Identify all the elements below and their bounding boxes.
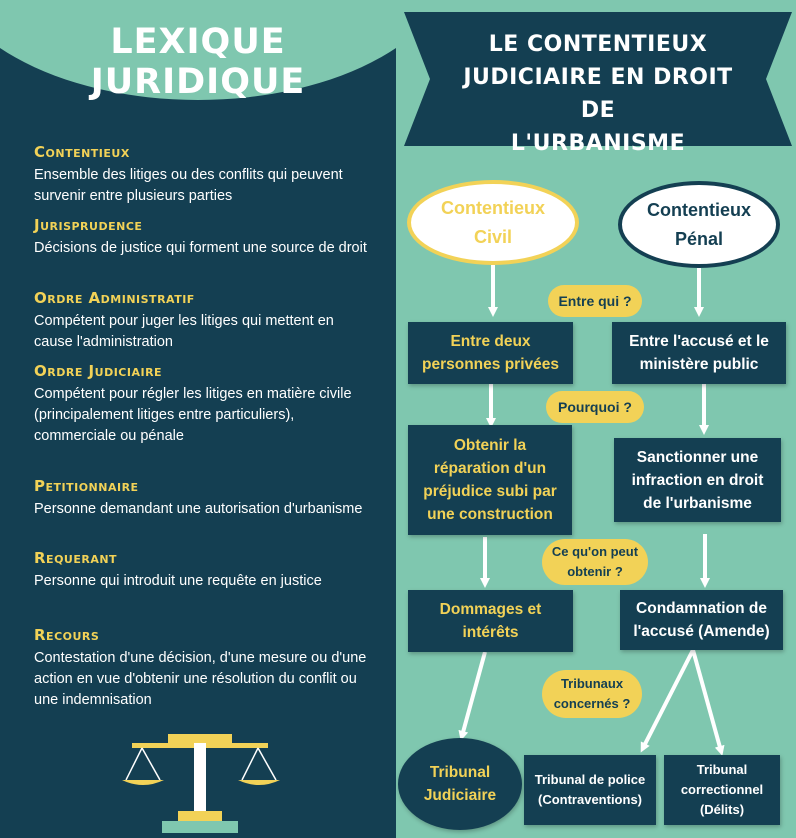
term-title: Ordre Administratif xyxy=(34,289,195,307)
term-title: Petitionnaire xyxy=(34,477,139,495)
tribunal-correctionnel-box: Tribunal correctionnel (Délits) xyxy=(664,755,780,825)
arrow-penal-result-to-police xyxy=(643,650,693,748)
penal-result-box: Condamnation de l'accusé (Amende) xyxy=(620,590,783,650)
scales-of-justice-icon xyxy=(120,728,280,838)
lexicon-title xyxy=(0,22,396,102)
term-definition: Contestation d'une décision, d'une mesure ou d'une action en vue d'obtenir une résolution du conflit ou une indemnisation xyxy=(34,650,367,708)
term-title: Contentieux xyxy=(34,143,130,161)
term-definition: Personne qui introduit une requête en justice xyxy=(34,573,322,589)
civil-litigation-node xyxy=(407,180,579,265)
term-contentieux xyxy=(34,142,374,207)
arrow-penal-result-to-correctionnel xyxy=(693,650,721,751)
term-title: Ordre Judiciaire xyxy=(34,362,163,380)
civil-result-box: Dommages et intérêts xyxy=(408,590,573,652)
term-definition: Compétent pour régler les litiges en matière civile (principalement litiges entre particuliers), commerciale ou pénale xyxy=(34,386,352,444)
penal-label-line2: Pénal xyxy=(674,228,723,249)
civil-parties-box: Entre deux personnes privées xyxy=(408,322,573,384)
diagram-title-line2: JUDICIAIRE EN DROIT DE xyxy=(463,65,733,123)
arrow-civil-result-to-tribunal xyxy=(462,652,485,736)
term-requerant xyxy=(34,548,374,592)
penal-litigation-node xyxy=(618,181,780,268)
tribunal-police-box: Tribunal de police (Contraventions) xyxy=(524,755,656,825)
tribunal-judiciaire-node: Tribunal Judiciaire xyxy=(398,738,522,830)
question-tribunaux: Tribunaux concernés ? xyxy=(542,670,642,718)
term-title: Recours xyxy=(34,626,100,644)
lexicon-title-line2: JURIDIQUE xyxy=(90,62,306,102)
lexicon-title-line1: LEXIQUE xyxy=(110,22,286,62)
civil-label-line2: Civil xyxy=(473,226,512,247)
question-pourquoi: Pourquoi ? xyxy=(546,391,644,423)
penal-label-line1: Contentieux xyxy=(646,199,751,220)
term-title: Requerant xyxy=(34,549,118,567)
term-title: Jurisprudence xyxy=(34,216,143,234)
term-definition: Ensemble des litiges ou des conflits qui peuvent survenir entre plusieurs parties xyxy=(34,167,343,204)
civil-label-line1: Contentieux xyxy=(440,197,545,218)
penal-parties-box: Entre l'accusé et le ministère public xyxy=(612,322,786,384)
diagram-panel xyxy=(396,0,796,838)
term-ordre-judiciaire xyxy=(34,361,374,447)
diagram-title-line1: LE CONTENTIEUX xyxy=(488,32,708,57)
lexicon-panel xyxy=(0,0,396,838)
question-entre-qui: Entre qui ? xyxy=(548,285,642,317)
diagram-title-line3: L'URBANISME xyxy=(510,131,686,156)
term-ordre-administratif xyxy=(34,288,374,353)
term-petitionnaire xyxy=(34,476,374,520)
term-definition: Personne demandant une autorisation d'urbanisme xyxy=(34,501,363,517)
penal-goal-box: Sanctionner une infraction en droit de l'urbanisme xyxy=(614,438,781,522)
term-recours xyxy=(34,625,374,711)
term-definition: Compétent pour juger les litiges qui mettent en cause l'administration xyxy=(34,313,334,350)
civil-goal-box: Obtenir la réparation d'un préjudice subi par une construction xyxy=(408,425,572,535)
term-definition: Décisions de justice qui forment une source de droit xyxy=(34,240,367,256)
question-obtenir: Ce qu'on peut obtenir ? xyxy=(542,539,648,585)
term-jurisprudence xyxy=(34,215,374,259)
